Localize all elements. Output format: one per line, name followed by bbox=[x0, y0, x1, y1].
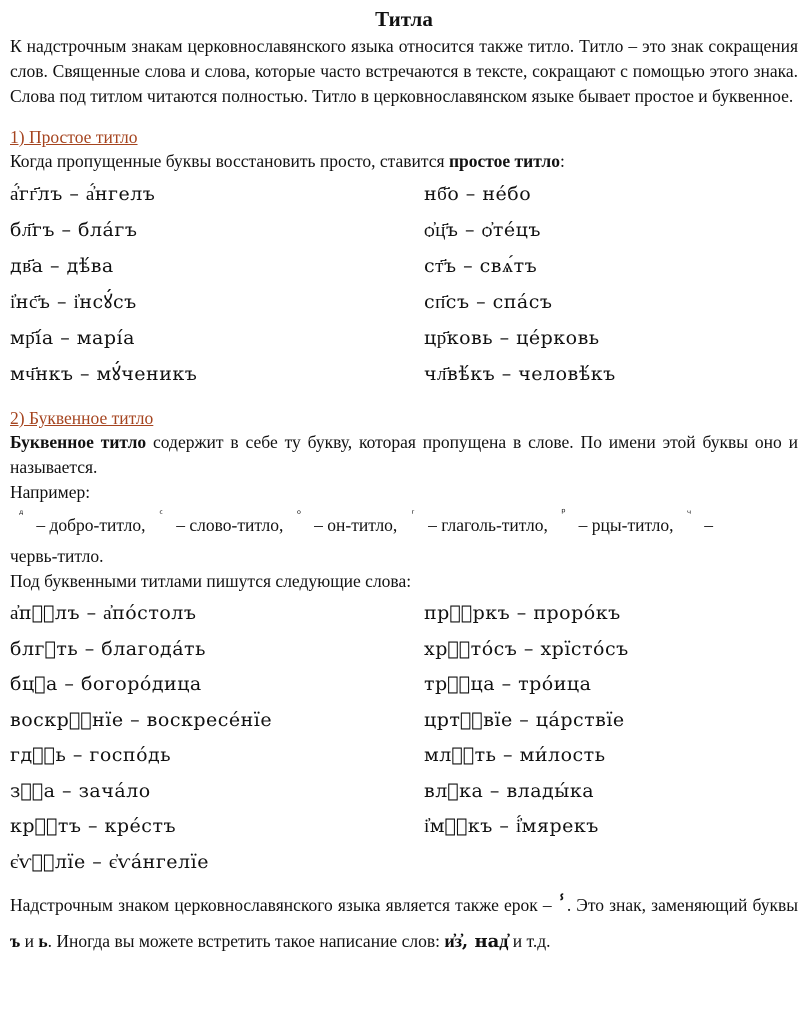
letter-er: ъ bbox=[10, 931, 21, 951]
titla-tail: червь-титло. bbox=[10, 546, 104, 566]
desc-bold: простое титло bbox=[448, 151, 560, 171]
closing-text-3: . Иногда вы можете встретить такое написание слов: bbox=[47, 931, 445, 951]
word-pair: і҆нс҃ъ – і҆нсꙋ́съ bbox=[10, 291, 137, 313]
word-pair: і҆мⷬ҇къ – і҆́мярекъ bbox=[424, 815, 599, 837]
word-pair: млⷭ҇ть – ми́лость bbox=[424, 744, 606, 766]
letter-titlo-word-list bbox=[10, 596, 798, 880]
document-page bbox=[10, 0, 798, 959]
titlo-label: – bbox=[704, 515, 714, 535]
word-pair: гдⷭ҇ь – госпо́дь bbox=[10, 744, 172, 766]
word-pair: є҆ѵⷢ҇лїе – є҆ѵа́нгелїе bbox=[10, 850, 209, 873]
simple-titlo-word-list bbox=[10, 176, 798, 392]
simple-titlo-description bbox=[10, 149, 798, 174]
word-pair: ст҃ъ – свѧ́тъ bbox=[424, 255, 538, 277]
titlo-mark-icon bbox=[552, 500, 574, 536]
titlo-label: – добро-титло, bbox=[36, 515, 146, 535]
word-pair: блгⷣть – благода́ть bbox=[10, 637, 206, 660]
simple-titlo-heading[interactable]: 1) Простое титло bbox=[10, 127, 138, 147]
desc-pre: Когда пропущенные буквы восстановить просто, ставится bbox=[10, 151, 449, 171]
closing-text-4: и т.д. bbox=[508, 931, 551, 951]
letter-titla-list bbox=[10, 507, 798, 544]
titlo-mark-icon bbox=[402, 500, 424, 536]
erok-mark: ⸯ bbox=[556, 896, 567, 916]
intro-paragraph: К надстрочным знакам церковнославянского языка относится также титло. Титло – это знак сокращения слов. Священные слова и слова, которые часто встречаются в тексте, сокращают с помощью этого знака. Слова под титлом читаются полностью. Титло в церковнославянском языке бывает простое и буквенное. bbox=[10, 36, 798, 106]
letter-titlo-heading[interactable]: 2) Буквенное титло bbox=[10, 408, 154, 428]
titlo-mark-icon bbox=[10, 500, 32, 536]
word-pair: нб҃о – не́бо bbox=[424, 183, 532, 205]
closing-paragraph bbox=[10, 888, 798, 959]
word-pair: а҆пⷭ҇лъ – а҆по́столъ bbox=[10, 602, 197, 624]
word-pair: мр҃і́а – марі́а bbox=[10, 327, 135, 349]
word-pair: мч҃нкъ – мꙋ́ченикъ bbox=[10, 363, 198, 385]
titlo-mark-icon bbox=[678, 500, 700, 536]
word-pair: цртⷭ҇вїе – ца́рствїе bbox=[424, 708, 625, 731]
erok-examples: и҆з҆, над҆ bbox=[444, 931, 509, 952]
closing-and: и bbox=[20, 931, 39, 951]
word-pair: цр҃ковь – це́рковь bbox=[424, 327, 600, 349]
word-pair: влⷣка – влады́ка bbox=[424, 779, 595, 802]
words-label: Под буквенными титлами пишутся следующие слова: bbox=[10, 571, 412, 591]
word-pair: бцⷣа – богоро́дица bbox=[10, 673, 202, 695]
closing-text-1: Надстрочным знаком церковнославянского языка является также ерок – bbox=[10, 895, 557, 915]
desc-post: : bbox=[559, 151, 565, 171]
letter-titlo-description bbox=[10, 430, 798, 480]
word-pair: зⷱ҇а – зача́ло bbox=[10, 779, 151, 802]
closing-text-2: . Это знак, заменяющий буквы bbox=[566, 895, 799, 915]
titlo-mark-icon bbox=[150, 500, 172, 536]
letter-desc-bold: Буквенное титло bbox=[10, 432, 147, 452]
titlo-label: – слово-титло, bbox=[176, 515, 284, 535]
word-pair: прⷪ҇ркъ – проро́къ bbox=[424, 602, 621, 624]
word-pair: дв҃а – дѣ́ва bbox=[10, 255, 114, 277]
word-pair: чл҃вѣ́къ – человѣ́къ bbox=[424, 363, 616, 385]
word-pair: воскрⷭ҇нїе – воскресе́нїе bbox=[10, 708, 273, 731]
page-title: Титла bbox=[375, 7, 433, 31]
titlo-label: – он-титло, bbox=[314, 515, 398, 535]
word-pair: сп҃съ – спа́съ bbox=[424, 291, 553, 313]
word-pair bbox=[424, 845, 798, 881]
word-pair: бл҃гъ – бла́гъ bbox=[10, 219, 138, 241]
word-pair: ѻ҆ц҃ъ – ѻ҆те́цъ bbox=[424, 219, 541, 241]
word-pair: крⷭ҇тъ – кре́стъ bbox=[10, 815, 177, 837]
example-label: Например: bbox=[10, 482, 91, 502]
word-pair: хрⷭ҇то́съ – хрїсто́съ bbox=[424, 637, 629, 660]
titlo-label: – глаголь-титло, bbox=[428, 515, 548, 535]
titlo-label: – рцы-титло, bbox=[578, 515, 674, 535]
letter-soft-sign: ь bbox=[38, 931, 48, 951]
letter-desc-rest: содержит в себе ту букву, которая пропущена в слове. По имени этой буквы оно и называется. bbox=[10, 432, 798, 477]
word-pair: трⷪ҇ца – тро́ица bbox=[424, 673, 592, 695]
word-pair: а҆́гг҃лъ – а҆́нгелъ bbox=[10, 183, 156, 205]
titlo-mark-icon bbox=[288, 500, 310, 536]
